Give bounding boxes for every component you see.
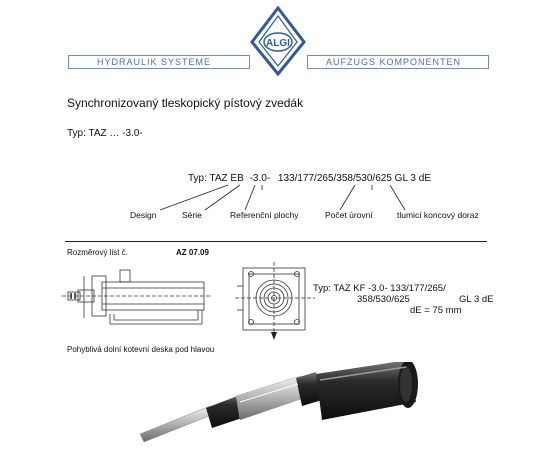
label-tlumici: tlumicí koncový doraz [397, 210, 479, 220]
code-prefix: Typ: TAZ [188, 173, 228, 184]
label-serie: Série [182, 210, 202, 220]
label-pocet: Počet úrovní [325, 210, 373, 220]
side-view-drawing [62, 262, 212, 334]
band-right-text: AUFZUGS KOMPONENTEN [326, 57, 462, 67]
code-eb: EB [230, 173, 244, 184]
logo-text: ALGI [266, 38, 290, 49]
page-title: Synchronizovaný tleskopický pístový zvedák [67, 96, 304, 110]
band-left-text: HYDRAULIK SYSTEME [97, 57, 212, 67]
code-pointer-lines [0, 0, 555, 230]
code-sizes: 133/177/265/358/530/625 [277, 173, 392, 184]
section-divider [65, 241, 487, 242]
variant-line-1: Typ: TAZ KF -3.0- 133/177/265/ [313, 283, 446, 294]
sheet-label: Rozměrový list č. [67, 248, 128, 257]
top-view-drawing [235, 262, 315, 342]
type-line: Typ: TAZ … -3.0- [67, 128, 143, 139]
code-series: -3.0- [249, 173, 271, 184]
variant-line-2: 358/530/625 [357, 294, 410, 305]
code-de: dE [418, 173, 431, 184]
telescopic-cylinder-render [140, 362, 430, 462]
code-stages: 3 [410, 173, 416, 184]
variant-de: dE = 75 mm [410, 305, 462, 316]
variant-gl: GL 3 dE [459, 294, 494, 305]
code-gl: GL [394, 173, 408, 184]
sheet-number: AZ 07.09 [176, 248, 209, 257]
label-reference: Referenční plochy [230, 210, 299, 220]
bottom-caption: Pohyblivá dolní kotevní deska pod hlavou [67, 345, 215, 354]
label-design: Design [130, 210, 157, 220]
